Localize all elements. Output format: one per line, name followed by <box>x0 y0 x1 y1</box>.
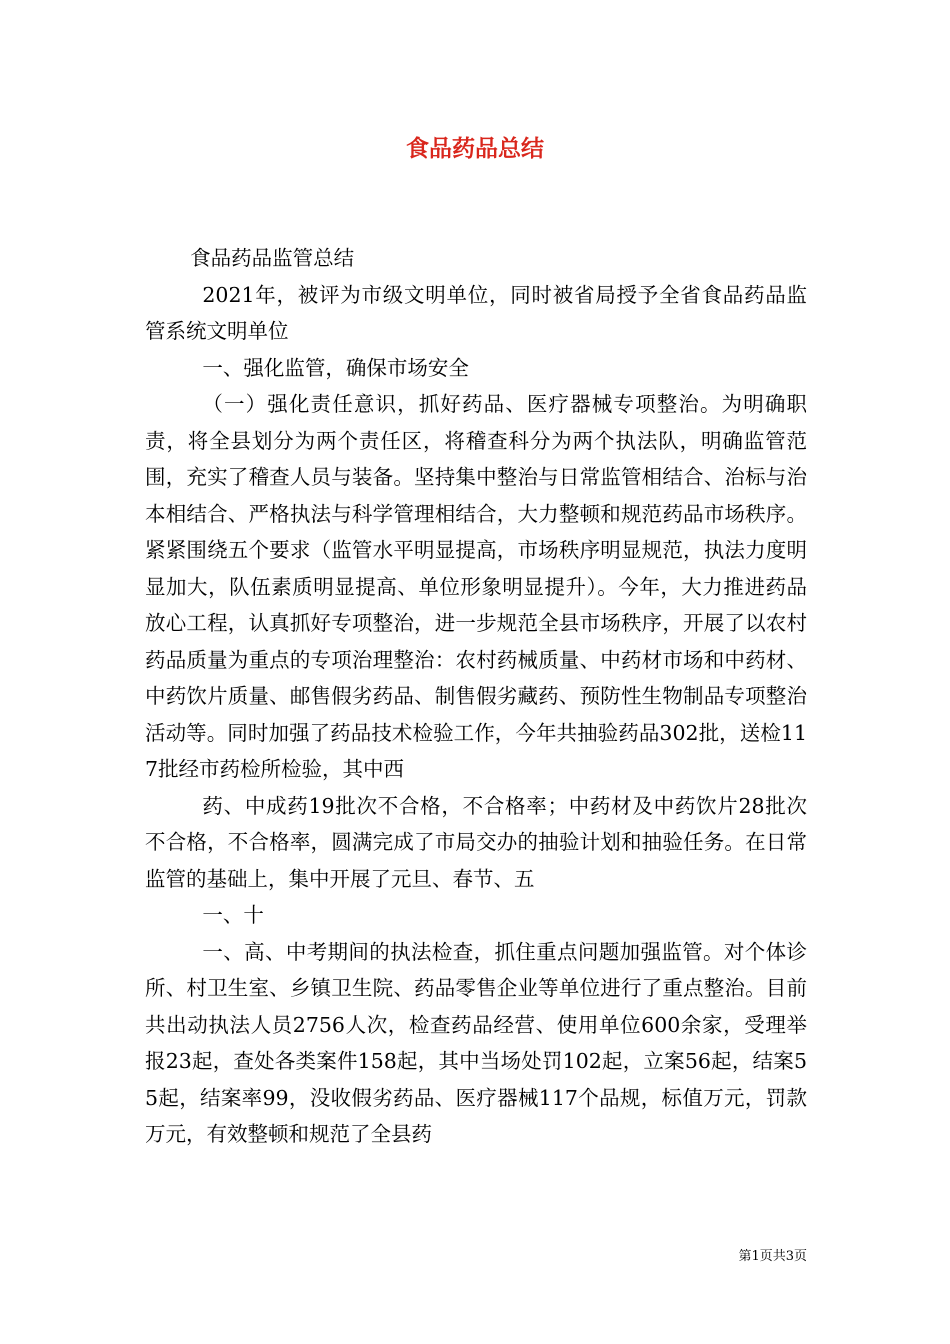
document-body <box>145 240 807 1153</box>
paragraph-intro: 2021年，被评为市级文明单位，同时被省局授予全省食品药品监管系统文明单位 <box>145 282 807 343</box>
paragraph-subtitle: 食品药品监管总结 <box>190 246 355 270</box>
page-number-footer: 第1页共3页 <box>738 1249 807 1264</box>
section-heading-1: 一、强化监管，确保市场安全 <box>202 355 469 380</box>
paragraph-fragment: 一、十 <box>202 903 264 927</box>
document-title: 食品药品总结 <box>406 136 544 162</box>
paragraph-inspection-results: 药、中成药19批次不合格，不合格率；中药材及中药饮片28批次不合格，不合格率，圆满完成了市局交办的抽验计划和抽验任务。在日常监管的基础上，集中开展了元旦、春节、五 <box>145 793 807 891</box>
paragraph-enforcement: 一、高、中考期间的执法检查，抓住重点问题加强监管。对个体诊所、村卫生室、乡镇卫生院、药品零售企业等单位进行了重点整治。目前共出动执法人员2756人次，检查药品经营、使用单位600余家，受理举报23起，查处各类案件158起，其中当场处罚102起，立案56起，结案55起，结案率99，没收假劣药品、医疗器械117个品规，标值万元，罚款万元，有效整顿和规范了全县药 <box>145 939 807 1146</box>
paragraph-section-1-1: （一）强化责任意识，抓好药品、医疗器械专项整治。为明确职责，将全县划分为两个责任区，将稽查科分为两个执法队，明确监管范围，充实了稽查人员与装备。坚持集中整治与日常监管相结合、治标与治本相结合、严格执法与科学管理相结合，大力整顿和规范药品市场秩序。紧紧围绕五个要求（监管水平明显提高，市场秩序明显规范，执法力度明显加大，队伍素质明显提高、单位形象明显提升）。今年，大力推进药品放心工程，认真抓好专项整治，进一步规范全县市场秩序，开展了以农村药品质量为重点的专项治理整治：农村药械质量、中药材市场和中药材、中药饮片质量、邮售假劣药品、制售假劣藏药、预防性生物制品专项整治活动等。同时加强了药品技术检验工作，今年共抽验药品302批，送检117批经市药检所检验，其中西 <box>145 392 807 781</box>
